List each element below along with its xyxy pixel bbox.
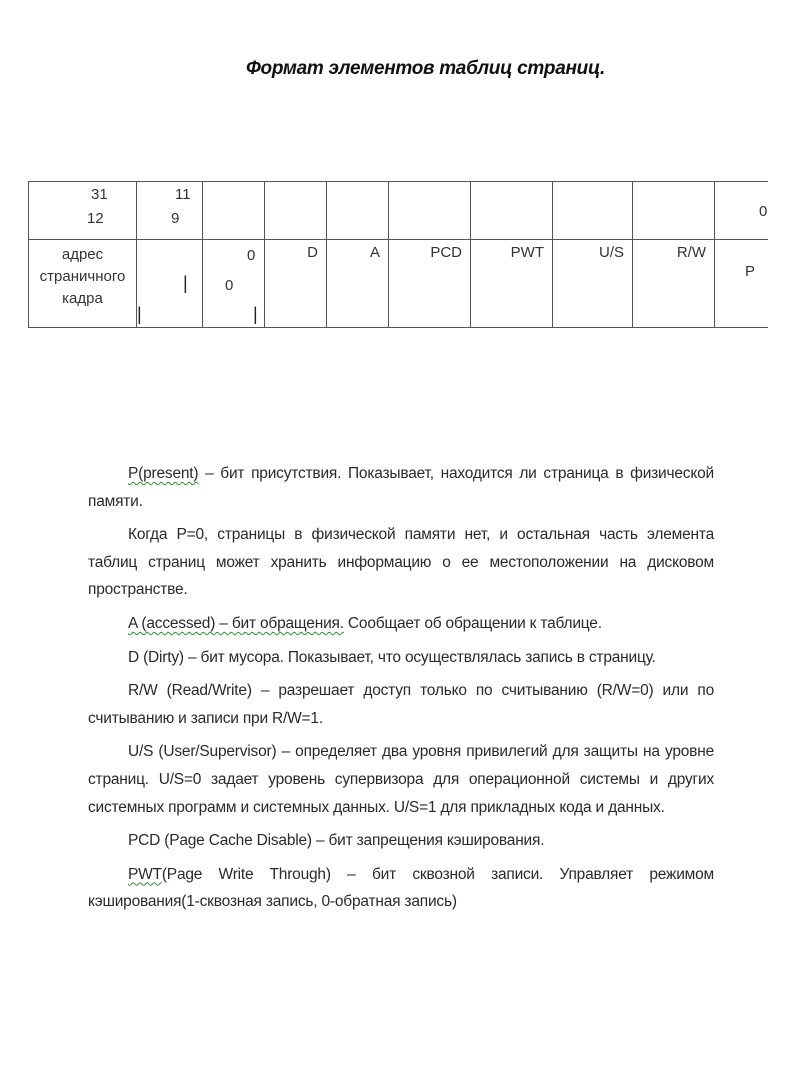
frame-address-line: кадра — [62, 290, 103, 307]
page-title: Формат элементов таблиц страниц. — [246, 58, 605, 79]
p-label: P — [745, 263, 756, 280]
pwt-bit-cell — [471, 240, 553, 328]
bit-31-label: 31 — [91, 186, 108, 203]
empty-cell — [327, 182, 389, 240]
zero-label: 0 — [225, 277, 234, 294]
frame-address-cell — [29, 240, 137, 328]
bits-11-9-cell — [137, 182, 203, 240]
empty-cell — [553, 182, 633, 240]
paragraph-present — [88, 460, 714, 515]
separator-mark: | — [183, 273, 188, 293]
term-accessed: A (accessed) – бит обращения. — [128, 614, 344, 632]
description-text — [88, 460, 714, 916]
paragraph-pwt — [88, 861, 714, 916]
reserved-zero-cell — [203, 240, 265, 328]
pcd-bit-cell — [389, 240, 471, 328]
separator-mark: | — [137, 304, 142, 324]
bit-12-label: 12 — [87, 210, 104, 227]
present-bit-cell — [715, 240, 769, 328]
separator-mark: | — [253, 304, 258, 324]
pcd-label: PCD — [430, 244, 462, 261]
paragraph-us: U/S (User/Supervisor) – определяет два уровня привилегий для защиты на уровне страниц. U/S=0 задает уровень супервизора для операционной системы и других системных программ и системных данных. U/S=1 для прикладных кода и данных. — [88, 743, 714, 816]
pwt-label: PWT — [510, 244, 544, 261]
frame-address-line: адрес — [61, 246, 104, 263]
paragraph-text: – бит присутствия. Показывает, находится ли страница в физической памяти. — [88, 465, 714, 510]
bit-0-cell — [715, 182, 769, 240]
rw-label: R/W — [676, 244, 706, 261]
bit-11-label: 11 — [175, 186, 191, 203]
bit-range-row — [29, 182, 769, 240]
bits-31-12-cell — [29, 182, 137, 240]
zero-label: 0 — [247, 247, 256, 264]
dirty-bit-cell — [265, 240, 327, 328]
paragraph-text: (Page Write Through) – бит сквозной записи. Управляет режимом кэширования(1-сквозная запись, 0-обратная запись) — [88, 865, 714, 911]
a-label: A — [369, 244, 380, 261]
term-pwt: PWT — [128, 865, 162, 883]
bit-9-label: 9 — [171, 210, 180, 227]
bit-0-label: 0 — [759, 203, 768, 220]
us-label: U/S — [598, 244, 624, 261]
empty-cell — [633, 182, 715, 240]
accessed-bit-cell — [327, 240, 389, 328]
paragraph-dirty: D (Dirty) – бит мусора. Показывает, что осуществлялась запись в страницу. — [128, 648, 656, 666]
page-table-format — [28, 181, 768, 329]
empty-cell — [265, 182, 327, 240]
empty-cell — [389, 182, 471, 240]
paragraph-text: Сообщает об обращении к таблице. — [343, 614, 602, 632]
empty-cell — [471, 182, 553, 240]
d-label: D — [307, 244, 318, 261]
frame-address-line: страничного — [39, 268, 126, 285]
field-row — [29, 240, 769, 328]
paragraph-p0: Когда P=0, страницы в физической памяти нет, и остальная часть элемента таблиц страниц может хранить информацию о ее местоположении на дисковом пространстве. — [88, 526, 714, 599]
paragraph-rw: R/W (Read/Write) – разрешает доступ только по считыванию (R/W=0) или по считыванию и записи при R/W=1. — [88, 682, 714, 727]
rw-bit-cell — [633, 240, 715, 328]
empty-cell — [203, 182, 265, 240]
term-present: P(present) — [128, 465, 199, 482]
paragraph-pcd: PCD (Page Cache Disable) – бит запрещения кэширования. — [128, 832, 545, 850]
avail-cell — [137, 240, 203, 328]
us-bit-cell — [553, 240, 633, 328]
paragraph-accessed — [88, 610, 714, 638]
